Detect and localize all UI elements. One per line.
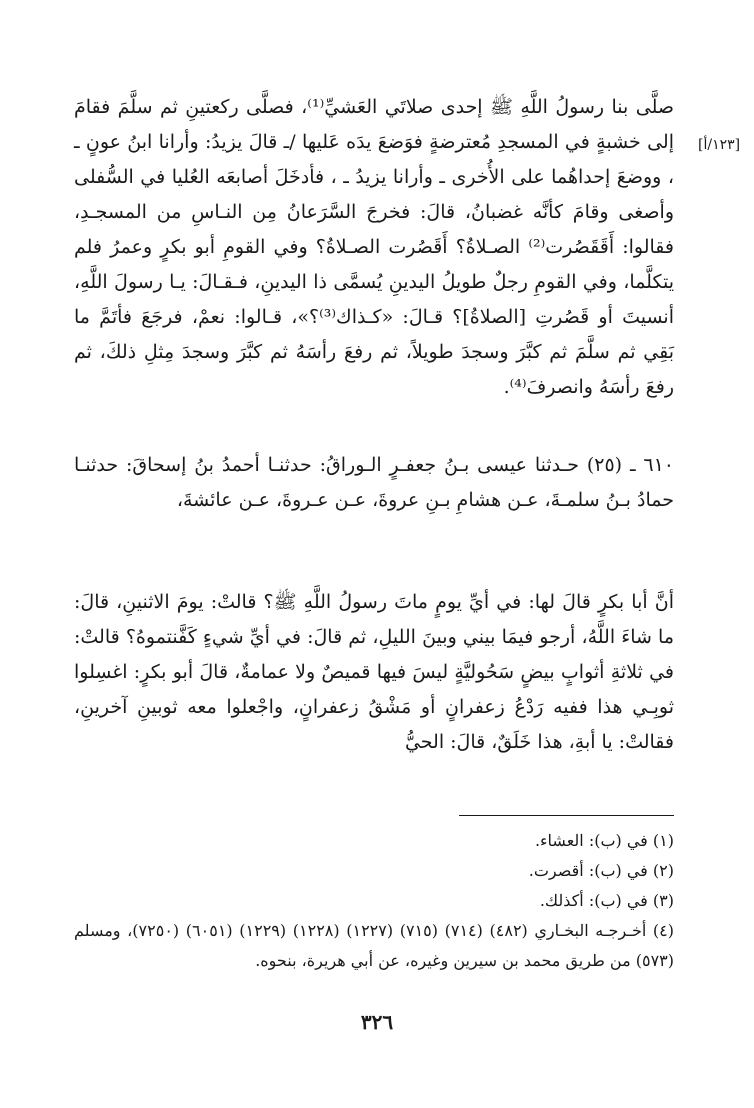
page-number: ٣٢٦ <box>360 1010 394 1034</box>
hadith-text-paragraph-2: أنَّ أبا بكرٍ قالَ لها: في أيِّ يومٍ ماتَ رسولُ اللَّهِ ﷺ؟ قالتْ: يومَ الاثنينِ، قالَ: ما شاءَ اللَّهُ، أرجو فيمَا بيني وبينَ الليلِ، ثم قالَ: في أيِّ شيءٍ كَفَّنتموهُ؟ قالتْ: في ثلاثةِ أثوابٍ بيضٍ سَحُوليَّةٍ ليسَ فيها قميصٌ ولا عمامةٌ، قالَ أبو بكرٍ: اغسِلوا ثوبِـي هذا ففيه رَدْعُ زعفرانٍ أو مَشْقُ زعفرانٍ، واجْعلوا معه ثوبينِ آخرينِ، فقالتْ: يا أبةِ، هذا خَلَقٌ، قالَ: الحيُّ <box>74 591 674 753</box>
footnotes <box>74 826 674 976</box>
footnote-divider <box>459 815 674 816</box>
footnote-1: (١) في (ب): العشاء. <box>534 831 674 850</box>
hadith-text-paragraph: صلَّى بنا رسولُ اللَّهِ ﷺ إحدى صلاتَي العَشيِّ⁽¹⁾، فصلَّى ركعتينِ ثم سلَّمَ فقامَ إلى خشبةٍ في المسجدِ مُعترضةٍ فوَضعَ يدَه عَليها /ـ قالَ يزيدُ: وأرانا ابنُ عونٍ ـ ، ووضعَ إحداهُما على الأُخرى ـ وأرانا يزيدُ ـ ، فأدخَلَ أصابعَه العُليا في السُّفلى وأصغى وقامَ كأنَّه غضبانُ، قالَ: فخرجَ السَّرَعانُ مِن النـاسِ من المسجـدِ، فقالوا: أَقَقَصُرت⁽²⁾ الصـلاةُ؟ أَقَصُرت الصـلاةُ؟ وفي القومِ أبو بكرٍ وعمرُ فلم يتكلَّما، وفي القومِ رجلٌ طويلُ اليدينِ يُسمَّى ذا اليدينِ، فـقـالَ: يـا رسولَ اللَّهِ، أنسيتَ أو قَصُرتِ [الصلاةُ]؟ قـالَ: «كـذاك⁽³⁾؟»، قـالوا: نعمْ، فرجَعَ فأتَمَّ ما بَقِي ثم سلَّمَ ثم كبَّرَ وسجدَ طويلاً، ثم رفعَ رأسَهُ ثم كبَّرَ وسجدَ مِثلِ ذلكَ، ثم رفعَ رأسَهُ وانصرفَ⁽⁴⁾. <box>74 96 675 398</box>
hadith-chain-paragraph: ٦١٠ ـ (٢٥) حـدثنا عيسى بـنُ جعفـرٍ الـوراقُ: حدثنـا أحمدُ بنُ إسحاقَ: حدثنـا حمادُ بـنُ سلمـةَ، عـن هشامِ بـنِ عروةَ، عـن عـروةَ، عـن عائشةَ، <box>74 454 675 511</box>
manuscript-folio-reference: [١٢٣/أ] <box>698 137 741 153</box>
footnote-4: (٤) أخـرجـه البخـاري (٤٨٢) (٧١٤) (٧١٥) (١٢٢٧) (١٢٢٨) (١٢٢٩) (٦٠٥١) (٧٢٥٠)، ومسلم (٥٧٣) من طريق محمد بن سيرين وغيره، عن أبي هريرة، بنحوه. <box>74 921 675 970</box>
footnote-3: (٣) في (ب): أكذلك. <box>539 891 674 910</box>
footnote-2: (٢) في (ب): أقصرت. <box>528 861 674 880</box>
